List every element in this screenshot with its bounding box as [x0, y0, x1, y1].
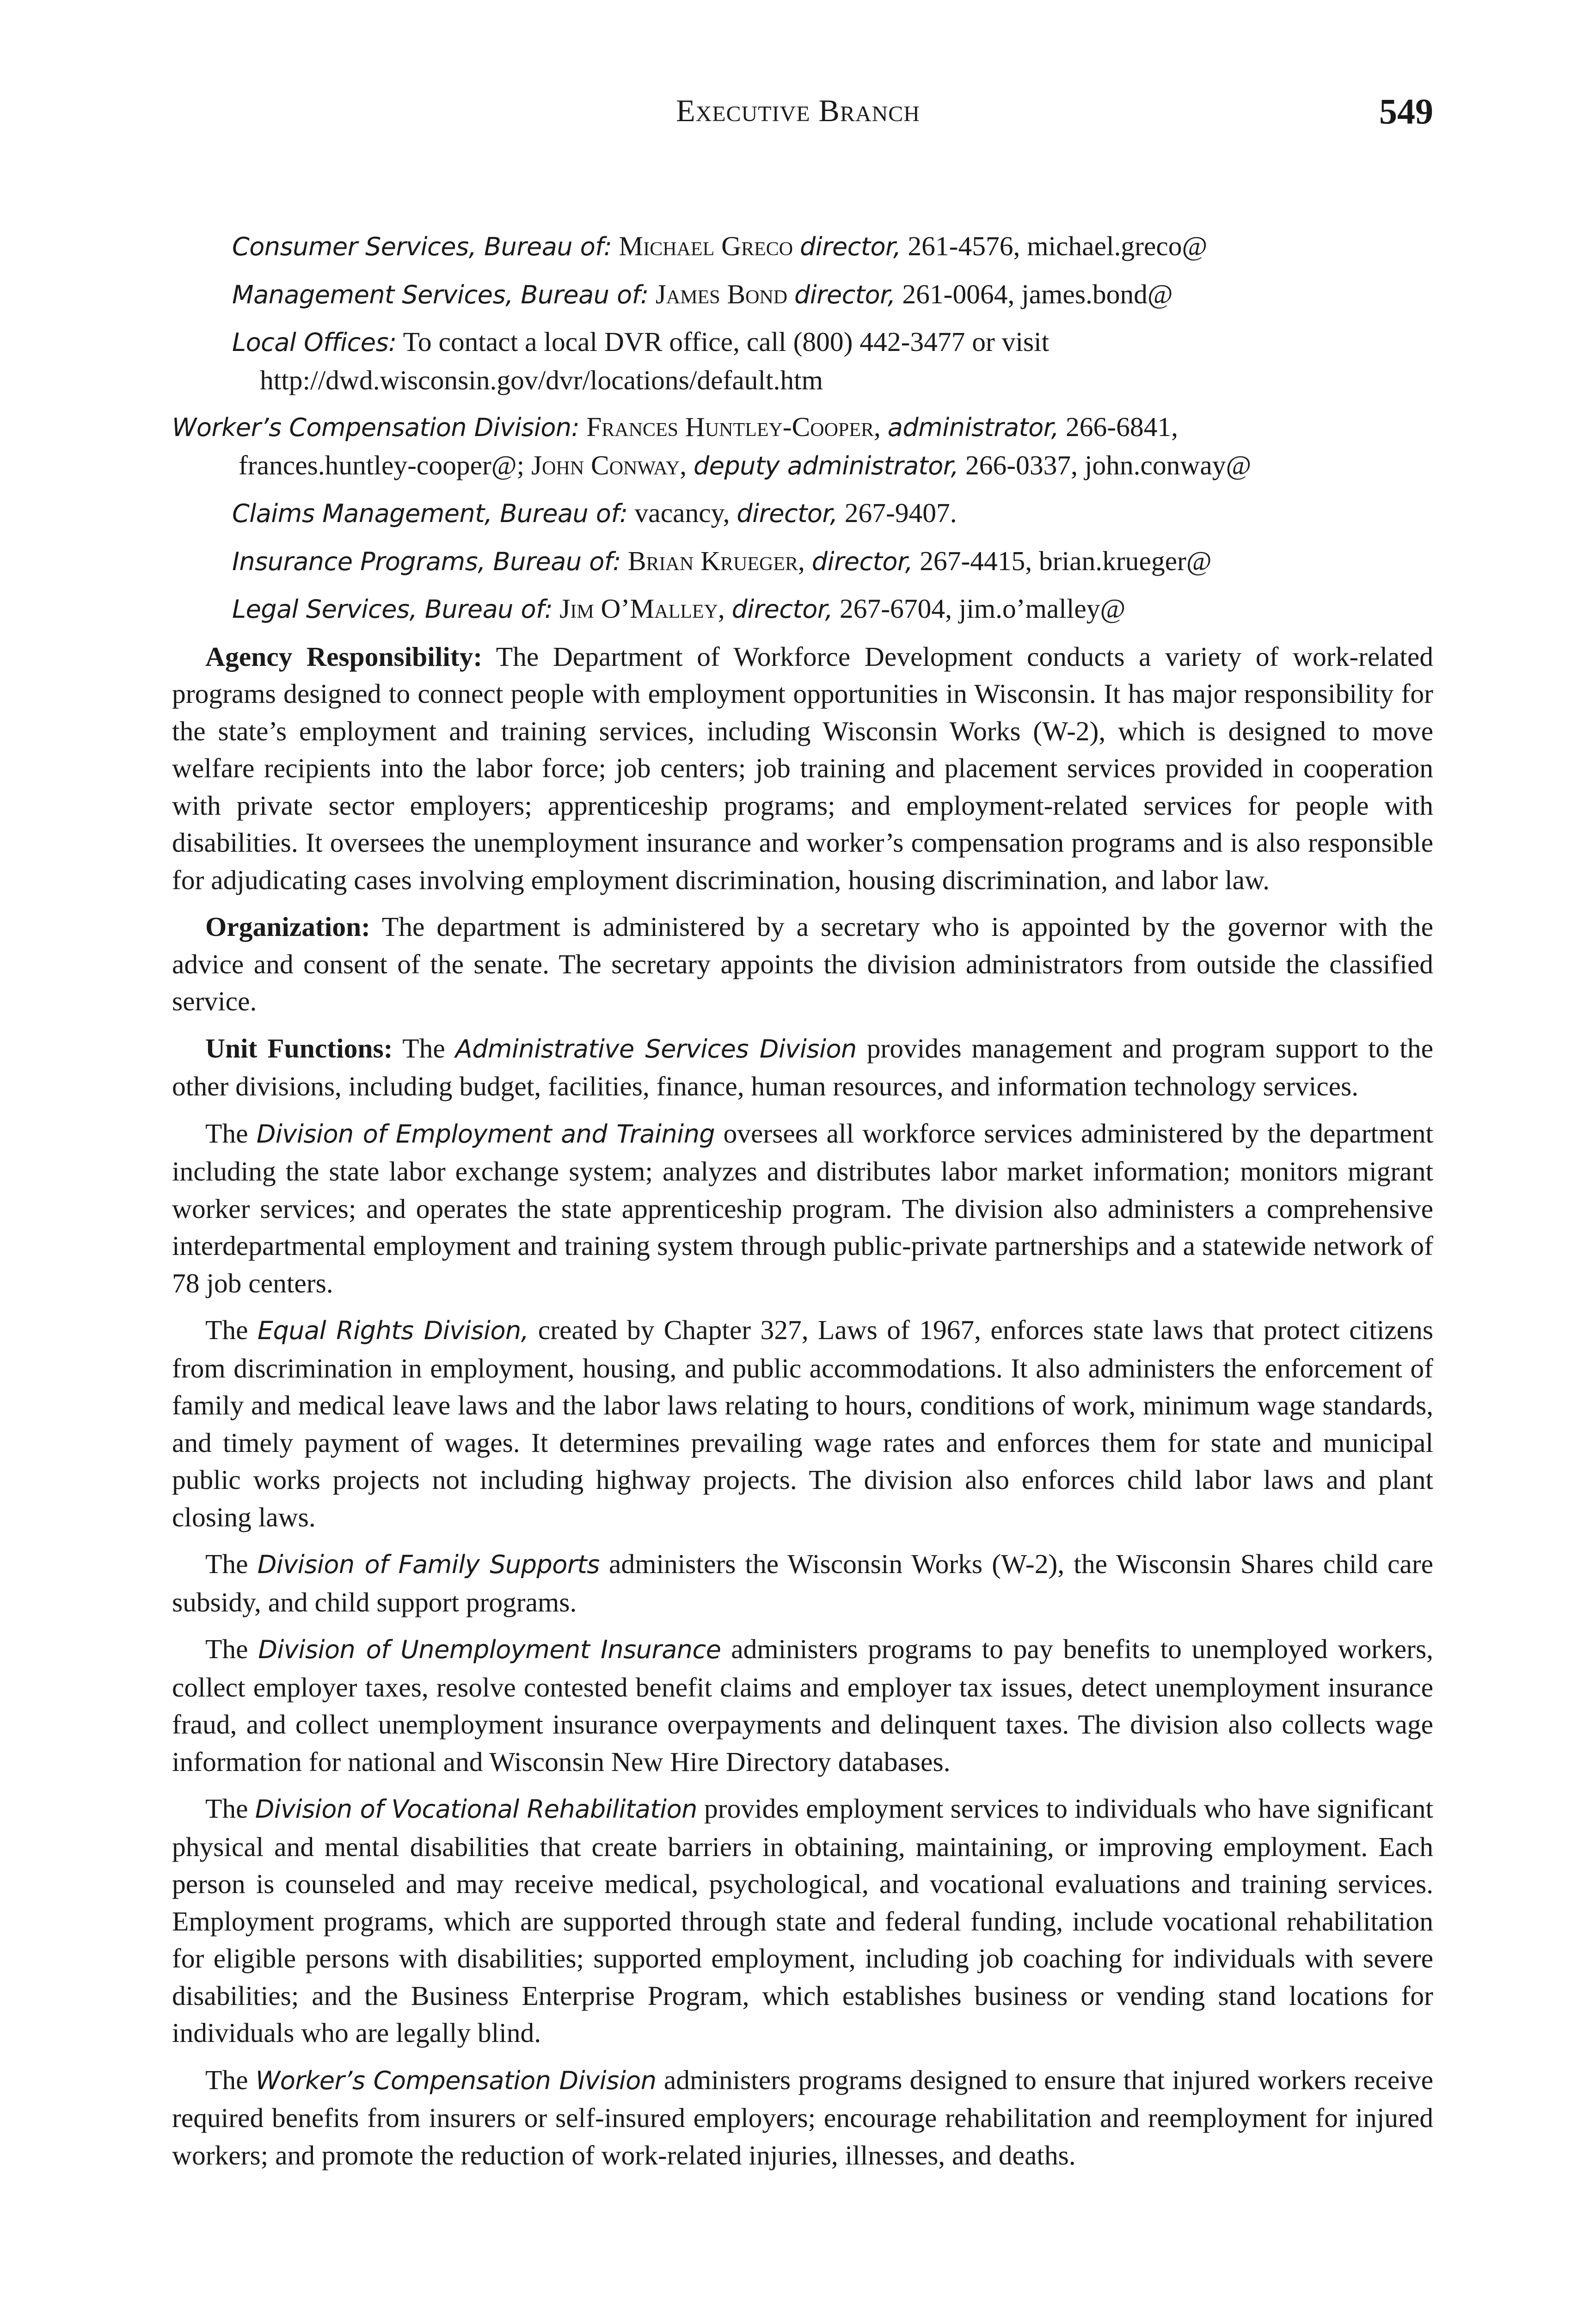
paragraph-text: administers programs to pay benefits to unemployed workers, collect employer taxes, resolve contested benefit claims and employer tax issues, detect unemployment insurance fraud, and collect unemployment insurance overpayments and delinquent taxes. The division also collects wage information for national and Wisconsin New Hire Directory databases.	[172, 1634, 1434, 1777]
division-paragraph-employment-training	[172, 1115, 1433, 1302]
paragraph-lead: The	[205, 1793, 248, 1824]
paragraph-lead: The	[205, 1118, 248, 1149]
contact-info: 266-6841,	[1066, 412, 1178, 442]
unit-name: Claims Management, Bureau of:	[232, 499, 628, 528]
person-name: James Bond	[655, 278, 788, 309]
paragraph-lead: The	[205, 1549, 248, 1579]
paragraph-text: The department is administered by a secretary who is appointed by the governor with the advice and consent of the senate. The secretary appoints the division administrators from outside the classified service.	[172, 911, 1433, 1016]
unit-name: Management Services, Bureau of:	[232, 280, 649, 309]
person-title: administrator,	[887, 413, 1059, 442]
directory-entry-legal-services: Legal Services, Bureau of: Jim O’Malley, director, 267-6704, jim.o’malley@	[232, 593, 1126, 624]
contact-info: 267-9407.	[844, 498, 957, 528]
directory-entry-consumer-services	[172, 228, 1433, 266]
division-name: Administrative Services Division	[455, 1034, 857, 1064]
deputy-title: deputy administrator,	[693, 451, 959, 480]
paragraph-lead: The	[205, 1315, 248, 1345]
paragraph-text: provides management and program support to the other divisions, including budget, facilities, finance, human resources, and information technology services.	[172, 1033, 1433, 1101]
division-paragraph-equal-rights	[172, 1311, 1433, 1536]
paragraph-text: oversees all workforce services administered by the department including the state labor exchange system; analyzes and distributes labor market information; monitors migrant worker services; and operates the state apprenticeship program. The division also administers a comprehensive interdepartmental employment and training system through public-private partnerships and a statewide network of 78 job centers.	[172, 1118, 1434, 1298]
person-name: Brian Krueger	[627, 545, 798, 576]
person-title: director,	[794, 280, 896, 309]
division-name: Division of Unemployment Insurance	[258, 1635, 721, 1664]
contact-info: 261-0064, james.bond@	[902, 278, 1173, 309]
paragraph-text: The Department of Workforce Development conducts a variety of work-related programs designed to connect people with employment opportunities in Wisconsin. It has major responsibility for the state’s employment and training services, including Wisconsin Works (W-2), which is designed to move welfare recipients into the labor force; job centers; job training and placement services provided in cooperation with private sector employers; apprenticeship programs; and employment-related services for people with disabilities. It oversees the unemployment insurance and worker’s compensation programs and is also responsible for adjudicating cases involving employment discrimination, housing discrimination, and labor law.	[172, 641, 1433, 895]
deputy-name: John Conway	[531, 449, 680, 480]
division-name: Equal Rights Division,	[257, 1316, 529, 1345]
directory-entry-management-services	[172, 276, 1433, 314]
directory-entry-claims-management	[172, 494, 1433, 533]
person-name: Michael Greco	[619, 231, 793, 261]
unit-name: Consumer Services, Bureau of:	[232, 232, 612, 261]
person-title: director,	[737, 499, 838, 528]
paragraph-lead: The	[402, 1033, 445, 1064]
running-head: Executive Branch	[676, 93, 920, 128]
person-name: Jim O’Malley	[559, 593, 718, 624]
paragraph-text: administers programs designed to ensure that injured workers receive required benefits from insurers or self-insured employers; encourage rehabilitation and reemployment for injured workers; and promote the reduction of work-related injuries, illnesses, and deaths.	[172, 2064, 1434, 2171]
person-title: director,	[799, 232, 901, 261]
person-title: director,	[811, 547, 913, 576]
person-title: director,	[731, 595, 833, 624]
paragraph-text: created by Chapter 327, Laws of 1967, enforces state laws that protect citizens from discrimination in employment, housing, and public accommodations. It also administers the enforcement of family and medical leave laws and the labor laws relating to hours, conditions of work, minimum wage standards, and timely payment of wages. It determines prevailing wage rates and enforces them for state and municipal public works projects not including highway projects. The division also enforces child labor laws and plant closing laws.	[172, 1315, 1433, 1532]
division-paragraph-vocational-rehabilitation	[172, 1790, 1433, 2052]
person-name: Frances Huntley-Cooper	[586, 412, 874, 442]
division-paragraph-unemployment-insurance	[172, 1630, 1433, 1780]
local-offices-text: To contact a local DVR office, call (800) 442-3477 or visit	[403, 326, 1050, 357]
contact-email: frances.huntley-cooper@;	[239, 449, 525, 480]
directory-entry-local-offices	[172, 323, 1433, 399]
person-name: vacancy,	[634, 498, 730, 528]
organization-paragraph	[172, 908, 1433, 1020]
deputy-contact: 266-0337, john.conway@	[965, 449, 1252, 480]
unit-name: Local Offices:	[232, 328, 397, 357]
contact-info: 261-4576, michael.greco@	[908, 231, 1208, 261]
agency-responsibility-paragraph	[172, 638, 1433, 899]
division-paragraph-workers-compensation	[172, 2061, 1433, 2174]
unit-functions-paragraph	[172, 1030, 1433, 1105]
division-name: Division of Family Supports	[257, 1550, 600, 1579]
local-offices-url: http://dwd.wisconsin.gov/dvr/locations/default.htm	[260, 364, 823, 395]
division-name: Division of Vocational Rehabilitation	[255, 1795, 697, 1824]
directory-entry-workers-compensation: Worker’s Compensation Division: Frances Huntley-Cooper, administrator, 266-6841, frances.huntley-cooper@; John Conway, deputy administrator, 266-0337, john.conway@	[172, 412, 1252, 480]
paragraph-text: provides employment services to individuals who have significant physical and mental disabilities that create barriers in obtaining, maintaining, or improving employment. Each person is counseled and may receive medical, psychological, and vocational evaluations and training services. Employment programs, which are supported through state and federal funding, include vocational rehabilitation for eligible persons with disabilities; supported employment, including job coaching for individuals with severe disabilities; and the Business Enterprise Program, which establishes business or vending stand locations for individuals who are legally blind.	[172, 1793, 1434, 2048]
unit-name: Legal Services, Bureau of:	[232, 595, 553, 624]
division-name: Division of Employment and Training	[256, 1119, 715, 1149]
page-body	[172, 228, 1433, 2183]
directory-entry-insurance-programs: Insurance Programs, Bureau of: Brian Krueger, director, 267-4415, brian.krueger@	[232, 545, 1212, 576]
paragraph-text: administers the Wisconsin Works (W-2), the Wisconsin Shares child care subsidy, and child support programs.	[172, 1549, 1434, 1617]
division-name: Worker’s Compensation Division	[255, 2066, 657, 2095]
section-label: Unit Functions:	[205, 1033, 393, 1064]
section-label: Agency Responsibility:	[205, 641, 483, 672]
page-number: 549	[1379, 91, 1433, 131]
paragraph-lead: The	[205, 1634, 248, 1664]
contact-info: 267-4415, brian.krueger@	[920, 545, 1212, 576]
paragraph-lead: The	[205, 2064, 248, 2095]
unit-name: Insurance Programs, Bureau of:	[232, 547, 621, 576]
contact-info: 267-6704, jim.o’malley@	[840, 593, 1126, 624]
division-paragraph-family-supports	[172, 1545, 1433, 1621]
unit-name: Worker’s Compensation Division:	[172, 413, 580, 442]
section-label: Organization:	[205, 911, 370, 942]
